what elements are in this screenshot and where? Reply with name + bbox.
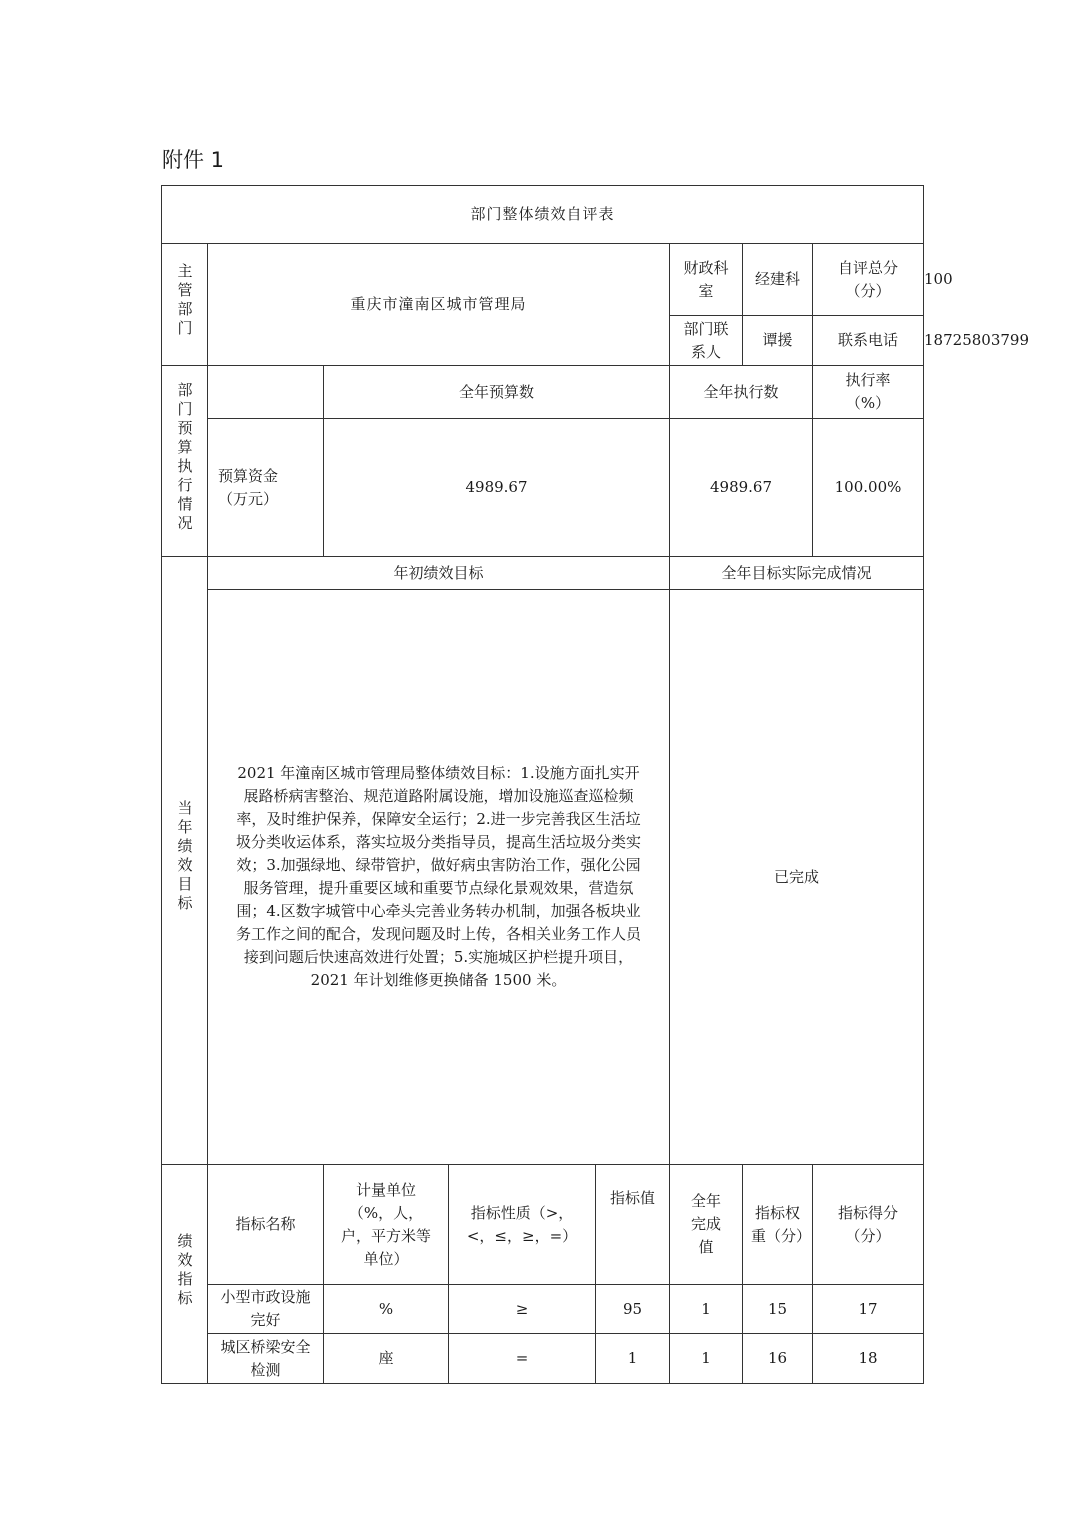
table-title: 部门整体绩效自评表 (162, 186, 924, 244)
table-row (162, 1334, 924, 1384)
goals-actual-text: 已完成 (670, 590, 924, 1165)
table-row (162, 1285, 924, 1334)
contact-label: 部门联系人 (670, 316, 743, 366)
budget-section-cell (162, 366, 208, 557)
ind-row-score: 18 (813, 1334, 924, 1384)
dept-label-cell (162, 244, 208, 366)
ind-row-name: 城区桥梁安全检测 (208, 1334, 324, 1384)
ind-row-score: 17 (813, 1285, 924, 1334)
ind-row-name: 小型市政设施完好 (208, 1285, 324, 1334)
ind-row-complete: 1 (670, 1334, 743, 1384)
budget-row-label: 预算资金（万元） (208, 419, 324, 557)
finance-label: 财政科室 (670, 244, 743, 316)
phone-label: 联系电话 (813, 316, 924, 366)
ind-row-weight: 16 (743, 1334, 813, 1384)
budget-empty-cell (208, 366, 324, 419)
ind-col-score: 指标得分（分） (813, 1165, 924, 1285)
ind-col-unit: 计量单位（%，人，户，平方米等单位） (324, 1165, 449, 1285)
goals-col-actual: 全年目标实际完成情况 (670, 557, 924, 590)
indicators-section-label: 绩效指标 (175, 1232, 194, 1309)
ind-col-nature: 指标性质（>，<，≤，≥，=） (449, 1165, 596, 1285)
ind-row-unit: % (324, 1285, 449, 1334)
dept-label: 主管部门 (175, 263, 194, 339)
goals-section-label: 当年绩效目标 (175, 800, 194, 914)
goals-target-text: 2021 年潼南区城市管理局整体绩效目标：1.设施方面扎实开展路桥病害整治、规范道路附属设施，增加设施巡查巡检频率，及时维护保养，保障安全运行；2.进一步完善我区生活垃圾分类收运体系，落实垃圾分类指导员，提高生活垃圾分类实效；3.加强绿地、绿带管护，做好病虫害防治工作，强化公园服务管理，提升重要区域和重要节点绿化景观效果，营造氛围；4.区数字城管中心牵头完善业务转办机制，加强各板块业务工作之间的配合，发现问题及时上传，各相关业务工作人员接到问题后快速高效进行处置；5.实施城区护栏提升项目，2021 年计划维修更换储备 1500 米。 (208, 590, 670, 1165)
ind-col-name: 指标名称 (208, 1165, 324, 1285)
rate-value: 100.00% (813, 419, 924, 557)
attachment-label: 附件 1 (162, 148, 225, 172)
ind-row-complete: 1 (670, 1285, 743, 1334)
budget-section-label: 部门预算执行情况 (175, 381, 194, 534)
ind-row-value: 95 (596, 1285, 670, 1334)
ind-row-nature: ≥ (449, 1285, 596, 1334)
indicators-section-cell (162, 1165, 208, 1384)
budget-col-budget: 全年预算数 (324, 366, 670, 419)
ind-col-value: 指标值 (596, 1165, 670, 1285)
finance-value: 经建科 (743, 244, 813, 316)
ind-col-weight: 指标权重（分） (743, 1165, 813, 1285)
goals-col-target: 年初绩效目标 (208, 557, 670, 590)
ind-col-complete: 全年完成值 (670, 1165, 743, 1285)
ind-row-nature: = (449, 1334, 596, 1384)
performance-table: 部门整体绩效自评表 主管部门 重庆市潼南区城市管理局 财政科室 经建科 自评总分（分） 100 部门联系人 谭援 联系电话 18725803799 部门预算执行情况 全年预算数 全年执行数 执行率（%） 预算资金（万元） 4989.67 4989.67 100.00% 当年绩效目标 年初绩效目标 全年目标实际完成情况 2021 年潼南区城市管理局整体绩效目标：1.设施方面扎实开展路桥病害整治、规范道路附属设施，增加设施巡查巡检频率，及时维护保养，保障安全运行；2.进一步完善我区生活垃圾分类收运体系，落实垃圾分类指导员，提高生活垃圾分类实效；3.加强绿地、绿带管护，做好病虫害防治工作，强化公园服务管理，提升重要区域和重要节点绿化景观效果，营造氛围；4.区数字城管中心牵头完善业务转办机制，加强各板块业务工作之间的配合，发现问题及时上传，各相关业务工作人员接到问题后快速高效进行处置；5.实施城区护栏提升项目，2021 年计划维修更换储备 1500 米。 已完成 绩效指标 指标名称 计量单位（%，人，户，平方米等单位） 指标性质（>，<，≤，≥，=） 指标值 全年完成值 指标权重（分） 指标得分（分） 小型市政设施完好 % ≥ 95 1 15 17 城区桥梁安全检测 座 = 1 1 16 18 (161, 185, 924, 1384)
exec-value: 4989.67 (670, 419, 813, 557)
contact-value: 谭援 (743, 316, 813, 366)
ind-row-unit: 座 (324, 1334, 449, 1384)
budget-col-rate: 执行率（%） (813, 366, 924, 419)
budget-col-exec: 全年执行数 (670, 366, 813, 419)
score-label: 自评总分（分） (813, 244, 924, 316)
budget-value: 4989.67 (324, 419, 670, 557)
ind-row-value: 1 (596, 1334, 670, 1384)
goals-section-cell (162, 557, 208, 1165)
dept-name: 重庆市潼南区城市管理局 (208, 244, 670, 366)
ind-row-weight: 15 (743, 1285, 813, 1334)
